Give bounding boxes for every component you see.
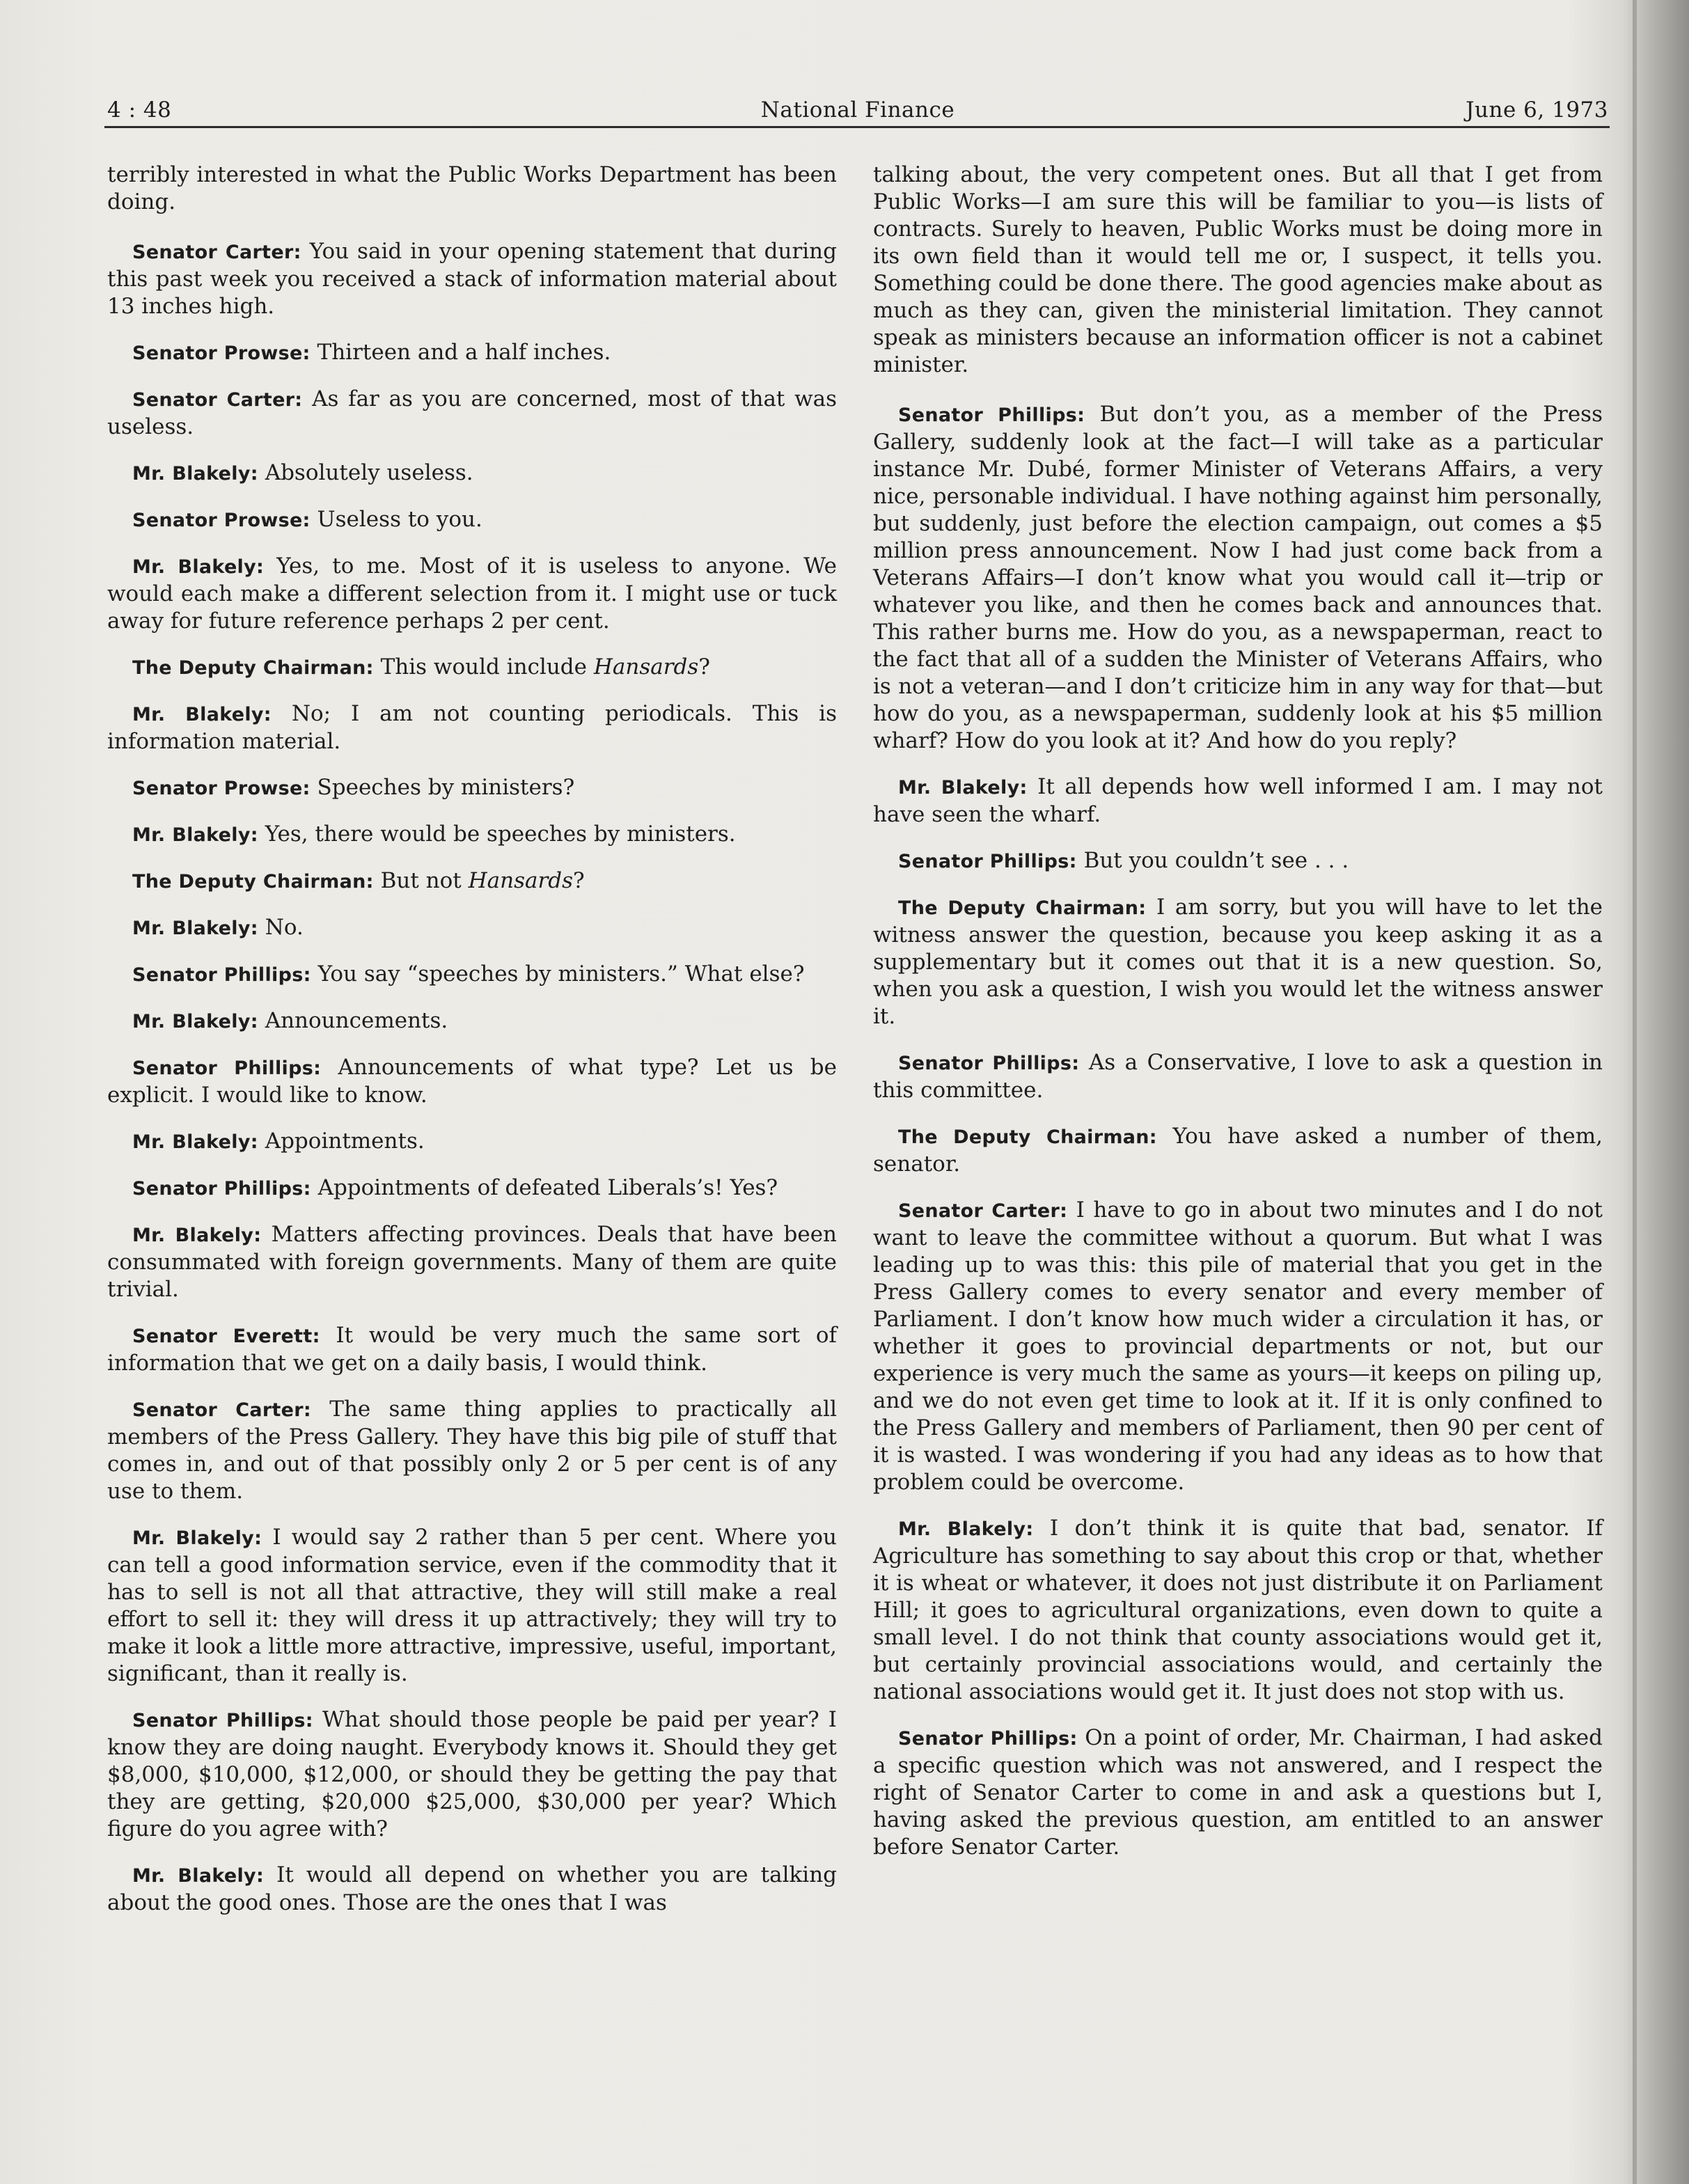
transcript-turn (107, 1007, 837, 1035)
turn-text: It all depends how well informed I am. I may not have seen the wharf. (873, 774, 1603, 827)
turn-text: But don’t you, as a member of the Press Gallery, suddenly look at the fact—I will take as a particular instance Mr. Dubé, former Minister of Veterans Affairs, a very nice, personable individual. I have nothing against him personally, but suddenly, just before the election campaign, out comes a $5 million press announcement. Now I had just come back from a Veterans Affairs—I don’t know what you would call it—trip or whatever you like, and then he comes back and announces that. This rather burns me. How do you, as a newspaperman, react to the fact that all of a sudden the Minister of Veterans Affairs, who is not a veteran—and I don’t criticize him in any way for that—but how do you, as a newspaperman, suddenly look at his $5 million wharf? How do you look at it? And how do you reply? (873, 402, 1603, 753)
speaker-name: Mr. Blakely: (132, 1225, 262, 1246)
header-rule (104, 126, 1610, 128)
speaker-name: Mr. Blakely: (132, 1527, 262, 1549)
transcript-turn (107, 339, 837, 367)
transcript-turn (107, 506, 837, 534)
transcript-turn (873, 1123, 1603, 1178)
speaker-name: Mr. Blakely: (132, 1131, 258, 1153)
speaker-name: Mr. Blakely: (898, 1518, 1034, 1540)
speaker-name: Senator Carter: (898, 1200, 1068, 1222)
transcript-turn (873, 1197, 1603, 1496)
transcript-turn (107, 1322, 837, 1377)
turn-text: Announcements of what type? Let us be explicit. I would like to know. (107, 1055, 837, 1108)
speaker-name: Senator Phillips: (132, 1178, 311, 1200)
turn-text: As a Conservative, I love to ask a question in this committee. (873, 1050, 1603, 1103)
transcript-turn (107, 1706, 837, 1843)
speaker-name: Senator Phillips: (898, 1728, 1078, 1750)
transcript-turn (107, 914, 837, 942)
turn-text: Announcements. (265, 1008, 448, 1033)
publication-date: June 6, 1973 (1466, 97, 1608, 123)
turn-text: I don’t think it is quite that bad, senator. If Agriculture has something to say about this crop or that, whether it is wheat or whatever, it does not just distribute it on Parliament Hill; it goes to agricultural organizations, even down to quite a small level. I do not think that county associations would get it, but certainly provincial associations would, and certainly the national associations would get it. It just does not stop with us. (873, 1516, 1603, 1704)
transcript-turn (107, 1175, 837, 1202)
turn-text: I am sorry, but you will have to let the witness answer the question, because you keep asking it as a supplementary but it comes out that it is a new question. So, when you ask a question, I wish you would let the witness answer it. (873, 895, 1603, 1029)
speaker-name: Mr. Blakely: (132, 463, 258, 485)
speaker-name: The Deputy Chairman: (898, 897, 1147, 919)
transcript-turn (107, 386, 837, 441)
turn-text: You say “speeches by ministers.” What else? (317, 961, 805, 987)
turn-text: You have asked a number of them, senator. (873, 1124, 1603, 1177)
speaker-name: Senator Prowse: (132, 778, 311, 799)
transcript-turn (873, 894, 1603, 1030)
turn-text: On a point of order, Mr. Chairman, I had asked a specific question which was not answered, and I respect the right of Senator Carter to come in and ask a questions but I, having asked the previous question, am entitled to an answer before Senator Carter. (873, 1725, 1603, 1860)
turn-text: But you couldn’t see . . . (1083, 848, 1349, 873)
speaker-name: Mr. Blakely: (132, 556, 265, 578)
turn-text: As far as you are concerned, most of that was useless. (107, 386, 838, 439)
turn-text-end: ? (698, 654, 710, 679)
turn-text-end: ? (573, 868, 585, 893)
speaker-name: Senator Carter: (132, 1399, 311, 1421)
speaker-name: Senator Phillips: (132, 1710, 313, 1731)
transcript-turn (107, 961, 837, 989)
transcript-turn (107, 1862, 837, 1917)
transcript-turn (107, 553, 837, 635)
turn-text: I would say 2 rather than 5 per cent. Where you can tell a good information service, even if the commodity that it has to sell is not all that attractive, they will still make a real effort to sell it: they will dress it up attractively; they will try to make it look a little more attractive, impressive, useful, important, significant, than it really is. (107, 1525, 837, 1686)
publication-title: National Finance (760, 97, 955, 123)
transcript-turn (873, 847, 1603, 875)
page-number: 4 : 48 (107, 97, 172, 123)
turn-text: It would be very much the same sort of information that we get on a daily basis, I would think. (107, 1323, 837, 1376)
turn-text: Thirteen and a half inches. (317, 340, 611, 365)
transcript-turn (107, 1054, 837, 1109)
turn-text: Speeches by ministers? (317, 775, 575, 800)
transcript-turn (107, 700, 837, 755)
speaker-name: Senator Phillips: (132, 964, 311, 986)
turn-text: Yes, there would be speeches by ministers. (265, 822, 736, 847)
turn-text: I have to go in about two minutes and I do not want to leave the committee without a quorum. But what I was leading up to was this: this pile of material that you get in the Press Gallery comes to every senator and every member of Parliament. I don’t know how much wider a circulation it has, or whether it goes to provincial departments or not, but our experience is very much the same as yours—it keeps on piling up, and we do not even get time to look at it. If it is only confined to the Press Gallery and members of Parliament, then 90 per cent of it is wasted. I was wondering if you had any ideas as to how that problem could be overcome. (873, 1197, 1603, 1495)
transcript-turn (107, 654, 837, 682)
speaker-name: Senator Carter: (132, 242, 301, 263)
speaker-name: Senator Everett: (132, 1326, 320, 1347)
turn-text: This would include (380, 654, 594, 679)
turn-text: Appointments of defeated Liberals’s! Yes? (317, 1175, 778, 1200)
speaker-name: Mr. Blakely: (132, 824, 258, 846)
speaker-name: The Deputy Chairman: (132, 657, 374, 679)
turn-text: No; I am not counting periodicals. This is information material. (107, 701, 837, 754)
transcript-turn (107, 867, 837, 895)
left-column (107, 162, 837, 1935)
speaker-name: Senator Phillips: (132, 1058, 322, 1079)
italic-title: Hansards (593, 654, 699, 679)
turn-text: Yes, to me. Most of it is useless to anyone. We would each make a different selection from it. I might use or tuck away for future reference perhaps 2 per cent. (107, 553, 837, 634)
turn-text: You said in your opening statement that during this past week you received a stack of information material about 13 inches high. (107, 239, 837, 319)
transcript-turn (107, 821, 837, 849)
transcript-turn (107, 238, 837, 320)
page-binding-edge (1633, 0, 1637, 2184)
turn-text: Useless to you. (317, 507, 482, 532)
transcript-turn (873, 773, 1603, 828)
turn-text: Appointments. (265, 1129, 425, 1154)
transcript-turn (873, 1515, 1603, 1706)
speaker-name: Senator Phillips: (898, 1053, 1080, 1074)
speaker-name: Senator Prowse: (132, 510, 311, 531)
turn-text: The same thing applies to practically all members of the Press Gallery. They have this big pile of stuff that comes in, and out of that possibly only 2 or 5 per cent is of any use to them. (107, 1397, 837, 1504)
transcript-turn (107, 1221, 837, 1303)
transcript-turn (107, 459, 837, 487)
transcript-turn (873, 1725, 1603, 1861)
turn-text: What should those people be paid per year? I know they are doing naught. Everybody knows it. Should they get $8,000, $10,000, $12,000, or should they be getting the pay that they are getting, $20,000 $25,000, $30,000 per year? Which figure do you agree with? (107, 1707, 838, 1841)
speaker-name: Mr. Blakely: (132, 1011, 258, 1032)
continuation-paragraph: terribly interested in what the Public Works Department has been doing. (107, 162, 837, 214)
speaker-name: Mr. Blakely: (132, 918, 258, 939)
speaker-name: Senator Phillips: (898, 404, 1085, 426)
transcript-turn (107, 1128, 837, 1156)
speaker-name: Senator Carter: (132, 389, 303, 411)
right-column (873, 162, 1603, 1880)
speaker-name: Senator Prowse: (132, 343, 311, 364)
transcript-turn (107, 1396, 837, 1505)
continuation-paragraph: talking about, the very competent ones. But all that I get from Public Works—I am sure this will be familiar to you—is lists of contracts. Surely to heaven, Public Works must be doing more in its own field than it would tell me or, I suspect, it tells you. Something could be done there. The good agencies make about as much as they can, given the ministerial limitation. They cannot speak as ministers because an information officer is not a cabinet minister. (873, 162, 1603, 377)
speaker-name: Senator Phillips: (898, 851, 1077, 872)
speaker-name: Mr. Blakely: (132, 1865, 265, 1887)
transcript-turn (107, 1524, 837, 1688)
speaker-name: Mr. Blakely: (898, 777, 1028, 799)
italic-title: Hansards (468, 868, 574, 893)
transcript-turn (873, 1049, 1603, 1104)
speaker-name: The Deputy Chairman: (132, 871, 374, 893)
turn-text: It would all depend on whether you are talking about the good ones. Those are the ones that I was (107, 1862, 838, 1915)
speaker-name: Mr. Blakely: (132, 704, 272, 725)
speaker-name: The Deputy Chairman: (898, 1126, 1157, 1148)
turn-text: Absolutely useless. (265, 460, 473, 485)
transcript-turn (873, 401, 1603, 755)
turn-text: Matters affecting provinces. Deals that have been consummated with foreign governments. Many of them are quite trivial. (107, 1222, 838, 1302)
turn-text: But not (380, 868, 469, 893)
turn-text: No. (265, 915, 304, 940)
transcript-turn (107, 774, 837, 802)
running-header (107, 97, 1608, 129)
